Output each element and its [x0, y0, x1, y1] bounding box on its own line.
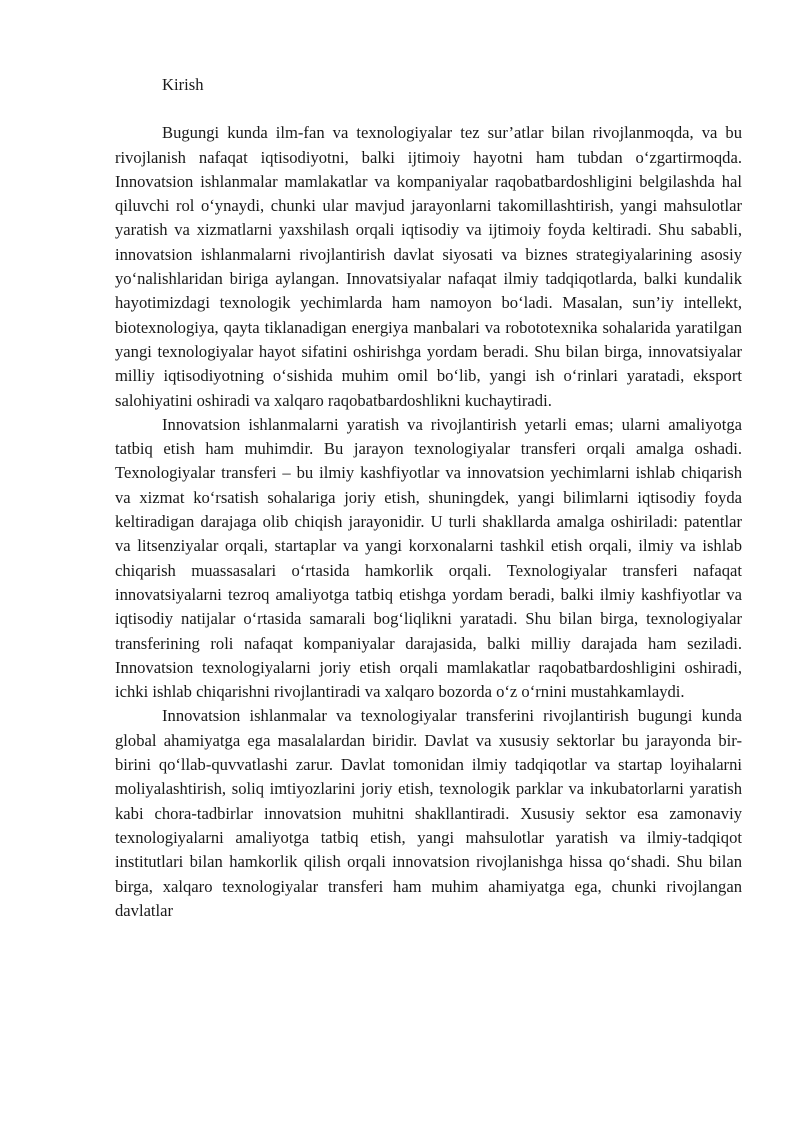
document-body — [115, 73, 742, 923]
section-heading: Kirish — [162, 75, 204, 94]
paragraph-1: Bugungi kunda ilm-fan va texnologiyalar tez sur’atlar bilan rivojlanmoqda, va bu rivojlanish nafaqat iqtisodiyotni, balki ijtimoiy hayotni ham tubdan o‘zgartirmoqda. Innovatsion ishlanmalar mamlakatlar va kompaniyalar raqobatbardoshligini belgilashda hal qiluvchi rol o‘ynaydi, chunki ular mavjud jarayonlarni takomillashtirish, yangi mahsulotlar yaratish va xizmatlarni yaxshilash orqali iqtisodiy va ijtimoiy foyda keltiradi. Shu sababli, innovatsion ishlanmalarni rivojlantirish davlat siyosati va biznes strategiyalarining asosiy yo‘nalishlaridan biriga aylangan. Innovatsiyalar nafaqat ilmiy tadqiqotlarda, balki kundalik hayotimizdagi texnologik yechimlarda ham namoyon bo‘ladi. Masalan, sun’iy intellekt, biotexnologiya, qayta tiklanadigan energiya manbalari va robototexnika sohalarida yaratilgan yangi texnologiyalar hayot sifatini oshirishga yordam beradi. Shu bilan birga, innovatsiyalar milliy iqtisodiyotning o‘sishida muhim omil bo‘lib, yangi ish o‘rinlari yaratadi, eksport salohiyatini oshiradi va xalqaro raqobatbardoshlikni kuchaytiradi. — [115, 123, 742, 410]
paragraph-3: Innovatsion ishlanmalar va texnologiyalar transferini rivojlantirish bugungi kunda global ahamiyatga ega masalalardan biridir. Davlat va xususiy sektorlar bu jarayonda bir-birini qo‘llab-quvvatlashi zarur. Davlat tomonidan ilmiy tadqiqotlar va startap loyihalarni moliyalashtirish, soliq imtiyozlarini joriy etish, texnologik parklar va inkubatorlarni yaratish kabi chora-tadbirlar innovatsion muhitni shakllantiradi. Xususiy sektor esa zamonaviy texnologiyalarni amaliyotga tatbiq etish, yangi mahsulotlar yaratish va ilmiy-tadqiqot institutlari bilan hamkorlik qilish orqali innovatsion rivojlanishga hissa qo‘shadi. Shu bilan birga, xalqaro texnologiyalar transferi ham muhim ahamiyatga ega, chunki rivojlangan davlatlar — [115, 706, 742, 920]
paragraph-2: Innovatsion ishlanmalarni yaratish va rivojlantirish yetarli emas; ularni amaliyotga tatbiq etish ham muhimdir. Bu jarayon texnologiyalar transferi orqali amalga oshadi. Texnologiyalar transferi – bu ilmiy kashfiyotlar va innovatsion yechimlarni ishlab chiqarish va xizmat ko‘rsatish sohalariga joriy etish, shuningdek, yangi bilimlarni iqtisodiy foyda keltiradigan darajaga olib chiqish jarayonidir. U turli shakllarda amalga oshiriladi: patentlar va litsenziyalar orqali, startaplar va yangi korxonalarni tashkil etish orqali, ilmiy va ishlab chiqarish muassasalari o‘rtasida hamkorlik orqali. Texnologiyalar transferi nafaqat innovatsiyalarni tezroq amaliyotga tatbiq etishga yordam beradi, balki ilmiy kashfiyotlar va iqtisodiy natijalar o‘rtasida samarali bog‘liqlikni yaratadi. Shu bilan birga, texnologiyalar transferining roli nafaqat kompaniyalar darajasida, balki milliy darajada ham seziladi. Innovatsion texnologiyalarni joriy etish orqali mamlakatlar raqobatbardoshligini oshiradi, ichki ishlab chiqarishni rivojlantiradi va xalqaro bozorda o‘z o‘rnini mustahkamlaydi. — [115, 414, 742, 702]
